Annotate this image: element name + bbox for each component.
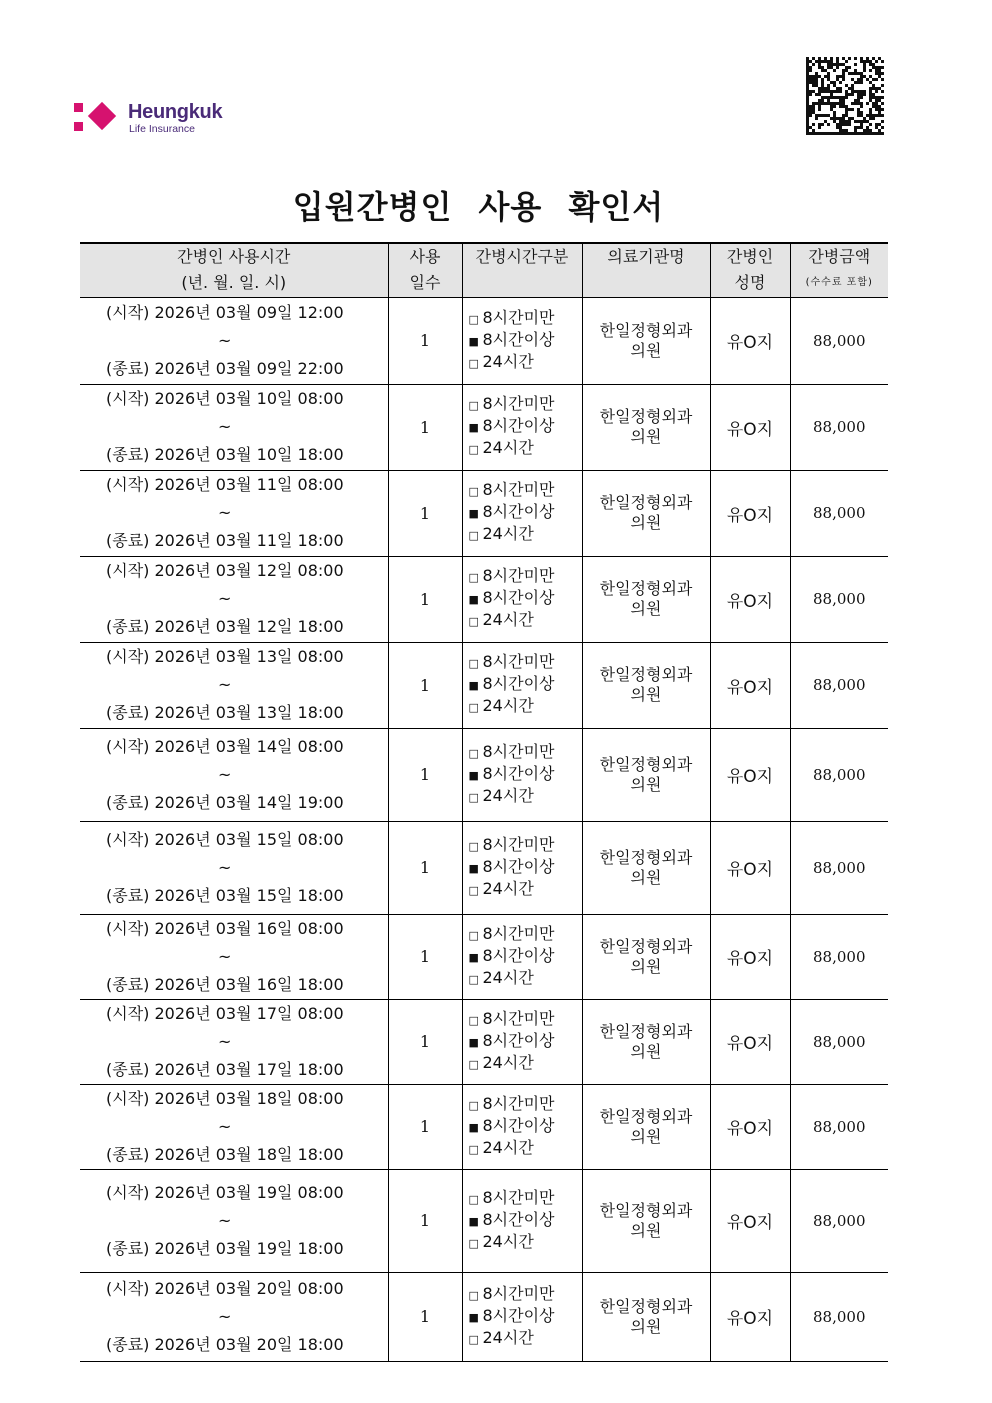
period-separator: ~ <box>218 675 232 694</box>
period-start: (시작) 2026년 03월 15일 08:00 <box>106 829 344 849</box>
fee-cell: 88,000 <box>790 470 888 556</box>
table-row <box>80 297 888 384</box>
period-end: (종료) 2026년 03월 18일 18:00 <box>106 1144 344 1164</box>
period-separator: ~ <box>218 946 232 966</box>
table-row <box>80 1272 888 1361</box>
period-start: (시작) 2026년 03월 13일 08:00 <box>106 647 344 666</box>
period-separator: ~ <box>218 330 232 350</box>
time-type-label: 8시간미만 <box>482 307 555 327</box>
time-type-option <box>469 1053 582 1075</box>
usage-period-cell <box>80 914 388 999</box>
hospital-name-line1: 한일정형외과 <box>599 1200 693 1220</box>
company-logo <box>74 103 234 137</box>
time-type-option <box>469 968 582 990</box>
caregiver-name-cell: 유O지 <box>710 297 790 384</box>
time-type-option <box>469 946 582 968</box>
time-type-label: 8시간미만 <box>482 566 555 585</box>
time-type-label: 8시간미만 <box>482 1093 555 1113</box>
table-row <box>80 1084 888 1169</box>
checked-box-icon: ■ <box>468 421 479 434</box>
time-type-label: 24시간 <box>482 351 534 371</box>
time-type-label: 8시간이상 <box>482 1305 555 1325</box>
period-start: (시작) 2026년 03월 19일 08:00 <box>106 1182 344 1202</box>
checked-box-icon: ■ <box>468 334 479 348</box>
time-type-option <box>469 696 582 718</box>
time-type-option <box>469 610 582 632</box>
time-type-option <box>469 416 582 438</box>
period-end: (종료) 2026년 03월 12일 18:00 <box>106 617 344 636</box>
checked-box-icon: ■ <box>468 1035 479 1049</box>
time-type-label: 24시간 <box>482 878 534 898</box>
fee-cell: 88,000 <box>790 556 888 642</box>
time-type-label: 8시간미만 <box>482 834 555 854</box>
caregiver-name-cell: 유O지 <box>710 384 790 470</box>
usage-period-cell <box>80 821 388 914</box>
header-caregiver-line2: 성명 <box>734 273 766 293</box>
fee-cell: 88,000 <box>790 999 888 1084</box>
logo-name: Heungkuk <box>128 101 223 123</box>
unchecked-box-icon: □ <box>468 1142 479 1156</box>
period-start: (시작) 2026년 03월 18일 08:00 <box>106 1088 344 1108</box>
caregiver-name-cell: 유O지 <box>710 821 790 914</box>
time-type-label: 8시간이상 <box>482 856 555 876</box>
time-type-cell <box>462 470 582 556</box>
time-type-label: 24시간 <box>482 1052 534 1072</box>
table-row <box>80 384 888 470</box>
fee-cell: 88,000 <box>790 1084 888 1169</box>
document-title: 입원간병인 사용 확인서 <box>292 188 665 226</box>
datamatrix-cells <box>806 57 884 135</box>
period-end: (종료) 2026년 03월 20일 18:00 <box>106 1334 344 1354</box>
unchecked-box-icon: □ <box>468 1332 479 1346</box>
caregiver-name-cell: 유O지 <box>710 914 790 999</box>
unchecked-box-icon: □ <box>468 443 479 456</box>
hospital-name-line1: 한일정형외과 <box>599 407 693 426</box>
days-cell: 1 <box>388 999 462 1084</box>
period-start: (시작) 2026년 03월 20일 08:00 <box>106 1278 344 1298</box>
hospital-name-line2: 의원 <box>630 1316 662 1336</box>
hospital-cell <box>582 1084 710 1169</box>
checked-box-icon: ■ <box>468 1310 479 1324</box>
caregiver-name-cell: 유O지 <box>710 1272 790 1361</box>
header-type <box>462 243 582 297</box>
hospital-name-line1: 한일정형외과 <box>599 1296 693 1316</box>
period-separator: ~ <box>218 1116 232 1136</box>
unchecked-box-icon: □ <box>468 701 479 714</box>
hospital-cell <box>582 642 710 728</box>
time-type-cell <box>462 1169 582 1272</box>
header-hospital <box>582 243 710 297</box>
time-type-option <box>469 352 582 374</box>
time-type-option <box>469 480 582 502</box>
unchecked-box-icon: □ <box>468 1013 479 1027</box>
hospital-cell <box>582 556 710 642</box>
unchecked-box-icon: □ <box>468 615 479 628</box>
unchecked-box-icon: □ <box>468 883 479 897</box>
time-type-cell <box>462 821 582 914</box>
checked-box-icon: ■ <box>468 861 479 875</box>
period-end: (종료) 2026년 03월 10일 18:00 <box>106 445 344 464</box>
hospital-name-line2: 의원 <box>630 685 662 704</box>
time-type-option <box>469 1232 582 1254</box>
time-type-label: 8시간이상 <box>482 1115 555 1135</box>
checked-box-icon: ■ <box>468 768 479 782</box>
period-end: (종료) 2026년 03월 17일 18:00 <box>106 1059 344 1079</box>
unchecked-box-icon: □ <box>468 312 479 326</box>
period-separator: ~ <box>218 589 232 608</box>
time-type-label: 8시간미만 <box>482 741 555 761</box>
header-fee-line2: (수수료 포함) <box>805 277 873 289</box>
table-row <box>80 1169 888 1272</box>
hospital-name-line1: 한일정형외과 <box>599 754 693 774</box>
period-start: (시작) 2026년 03월 09일 12:00 <box>106 302 344 322</box>
header-days <box>388 243 462 297</box>
time-type-option <box>469 588 582 610</box>
fee-cell: 88,000 <box>790 384 888 470</box>
fee-cell: 88,000 <box>790 642 888 728</box>
unchecked-box-icon: □ <box>468 1192 479 1206</box>
time-type-option <box>469 566 582 588</box>
time-type-label: 8시간이상 <box>482 763 555 783</box>
unchecked-box-icon: □ <box>468 399 479 412</box>
hospital-name-line1: 한일정형외과 <box>599 1106 693 1126</box>
fee-cell: 88,000 <box>790 728 888 821</box>
time-type-cell <box>462 728 582 821</box>
header-type-label: 간병시간구분 <box>475 247 569 267</box>
hospital-cell <box>582 914 710 999</box>
days-cell: 1 <box>388 821 462 914</box>
hospital-name-line2: 의원 <box>630 1041 662 1061</box>
time-type-cell <box>462 1084 582 1169</box>
header-caregiver <box>710 243 790 297</box>
period-end: (종료) 2026년 03월 16일 18:00 <box>106 974 344 994</box>
unchecked-box-icon: □ <box>468 485 479 498</box>
hospital-name-line1: 한일정형외과 <box>599 579 693 598</box>
hospital-name-line2: 의원 <box>630 513 662 532</box>
table-row <box>80 642 888 728</box>
days-cell: 1 <box>388 914 462 999</box>
period-separator: ~ <box>218 764 232 784</box>
usage-period-cell <box>80 297 388 384</box>
hospital-name-line1: 한일정형외과 <box>599 665 693 684</box>
unchecked-box-icon: □ <box>468 839 479 853</box>
hospital-name-line2: 의원 <box>630 956 662 976</box>
hospital-name-line2: 의원 <box>630 867 662 887</box>
time-type-label: 8시간미만 <box>482 394 555 413</box>
time-type-option <box>469 1306 582 1328</box>
time-type-label: 8시간미만 <box>482 1187 555 1207</box>
time-type-label: 8시간이상 <box>482 329 555 349</box>
period-start: (시작) 2026년 03월 12일 08:00 <box>106 561 344 580</box>
table-row <box>80 728 888 821</box>
usage-period-cell <box>80 999 388 1084</box>
header-fee-line1: 간병금액 <box>808 247 871 267</box>
days-cell: 1 <box>388 728 462 821</box>
days-cell: 1 <box>388 1272 462 1361</box>
fee-cell: 88,000 <box>790 821 888 914</box>
period-separator: ~ <box>218 857 232 877</box>
time-type-label: 8시간이상 <box>482 1030 555 1050</box>
table-row <box>80 556 888 642</box>
days-cell: 1 <box>388 556 462 642</box>
checked-box-icon: ■ <box>468 950 479 964</box>
header-period-line1: 간병인 사용시간 <box>177 247 291 267</box>
fee-cell: 88,000 <box>790 1169 888 1272</box>
period-separator: ~ <box>218 1306 232 1326</box>
time-type-label: 8시간이상 <box>482 674 555 693</box>
hospital-cell <box>582 470 710 556</box>
time-type-option <box>469 1188 582 1210</box>
period-end: (종료) 2026년 03월 15일 18:00 <box>106 885 344 905</box>
period-end: (종료) 2026년 03월 11일 18:00 <box>106 531 344 550</box>
time-type-label: 8시간미만 <box>482 1283 555 1303</box>
time-type-label: 8시간이상 <box>482 945 555 965</box>
hospital-name-line2: 의원 <box>630 774 662 794</box>
fee-cell: 88,000 <box>790 914 888 999</box>
time-type-label: 24시간 <box>482 524 534 543</box>
time-type-label: 8시간미만 <box>482 480 555 499</box>
time-type-label: 8시간이상 <box>482 502 555 521</box>
time-type-option <box>469 652 582 674</box>
period-separator: ~ <box>218 503 232 522</box>
checked-box-icon: ■ <box>468 679 479 692</box>
table-row <box>80 999 888 1084</box>
header-caregiver-line1: 간병인 <box>726 247 774 267</box>
time-type-option <box>469 502 582 524</box>
time-type-option <box>469 786 582 808</box>
caregiver-name-cell: 유O지 <box>710 470 790 556</box>
caregiver-name-cell: 유O지 <box>710 999 790 1084</box>
unchecked-box-icon: □ <box>468 529 479 542</box>
time-type-label: 24시간 <box>482 1137 534 1157</box>
caregiver-usage-table <box>80 242 888 1362</box>
usage-period-cell <box>80 556 388 642</box>
hospital-name-line1: 한일정형외과 <box>599 936 693 956</box>
table-row <box>80 821 888 914</box>
time-type-option <box>469 330 582 352</box>
time-type-option <box>469 1009 582 1031</box>
time-type-option <box>469 879 582 901</box>
time-type-label: 8시간미만 <box>482 652 555 671</box>
unchecked-box-icon: □ <box>468 1288 479 1302</box>
days-cell: 1 <box>388 384 462 470</box>
time-type-option <box>469 857 582 879</box>
period-separator: ~ <box>218 1031 232 1051</box>
time-type-option <box>469 674 582 696</box>
hospital-cell <box>582 1272 710 1361</box>
period-start: (시작) 2026년 03월 17일 08:00 <box>106 1003 344 1023</box>
time-type-option <box>469 924 582 946</box>
time-type-cell <box>462 297 582 384</box>
hospital-name-line2: 의원 <box>630 1126 662 1146</box>
hospital-name-line1: 한일정형외과 <box>599 493 693 512</box>
time-type-option <box>469 308 582 330</box>
logo-subtitle: Life Insurance <box>129 123 195 135</box>
time-type-cell <box>462 1272 582 1361</box>
checked-box-icon: ■ <box>468 507 479 520</box>
caregiver-name-cell: 유O지 <box>710 1084 790 1169</box>
period-end: (종료) 2026년 03월 14일 19:00 <box>106 792 344 812</box>
days-cell: 1 <box>388 470 462 556</box>
usage-period-cell <box>80 1272 388 1361</box>
unchecked-box-icon: □ <box>468 1098 479 1112</box>
time-type-option <box>469 1328 582 1350</box>
time-type-cell <box>462 642 582 728</box>
time-type-label: 24시간 <box>482 1327 534 1347</box>
time-type-label: 24시간 <box>482 1231 534 1251</box>
time-type-label: 24시간 <box>482 610 534 629</box>
hospital-name-line2: 의원 <box>630 340 662 360</box>
checked-box-icon: ■ <box>468 593 479 606</box>
logo-mark-square-bottom <box>74 122 83 131</box>
hospital-cell <box>582 1169 710 1272</box>
caregiver-name-cell: 유O지 <box>710 642 790 728</box>
hospital-name-line2: 의원 <box>630 1220 662 1240</box>
hospital-name-line2: 의원 <box>630 427 662 446</box>
time-type-label: 24시간 <box>482 696 534 715</box>
usage-period-cell <box>80 728 388 821</box>
logo-mark-diamond <box>88 102 116 130</box>
usage-period-cell <box>80 384 388 470</box>
fee-cell: 88,000 <box>790 1272 888 1361</box>
time-type-option <box>469 1138 582 1160</box>
time-type-label: 8시간이상 <box>482 1209 555 1229</box>
header-period <box>80 243 388 297</box>
hospital-cell <box>582 297 710 384</box>
logo-mark-square-top <box>74 103 83 112</box>
time-type-cell <box>462 556 582 642</box>
days-cell: 1 <box>388 1084 462 1169</box>
days-cell: 1 <box>388 297 462 384</box>
hospital-cell <box>582 384 710 470</box>
header-days-line2: 일수 <box>409 273 441 293</box>
time-type-label: 8시간미만 <box>482 923 555 943</box>
header-fee <box>790 243 888 297</box>
datamatrix-code <box>806 57 884 135</box>
hospital-name-line1: 한일정형외과 <box>599 1021 693 1041</box>
time-type-option <box>469 524 582 546</box>
hospital-name-line2: 의원 <box>630 599 662 618</box>
table-row <box>80 914 888 999</box>
time-type-option <box>469 1031 582 1053</box>
hospital-cell <box>582 821 710 914</box>
time-type-option <box>469 835 582 857</box>
time-type-option <box>469 764 582 786</box>
time-type-label: 24시간 <box>482 785 534 805</box>
usage-period-cell <box>80 470 388 556</box>
header-hospital-label: 의료기관명 <box>607 247 685 267</box>
table-header-row <box>80 243 888 297</box>
period-separator: ~ <box>218 1210 232 1230</box>
time-type-option <box>469 438 582 460</box>
period-end: (종료) 2026년 03월 09일 22:00 <box>106 358 344 378</box>
time-type-option <box>469 1210 582 1232</box>
usage-period-cell <box>80 642 388 728</box>
period-start: (시작) 2026년 03월 16일 08:00 <box>106 918 344 938</box>
checked-box-icon: ■ <box>468 1214 479 1228</box>
caregiver-name-cell: 유O지 <box>710 728 790 821</box>
hospital-cell <box>582 999 710 1084</box>
time-type-label: 8시간이상 <box>482 416 555 435</box>
unchecked-box-icon: □ <box>468 657 479 670</box>
time-type-option <box>469 742 582 764</box>
caregiver-name-cell: 유O지 <box>710 1169 790 1272</box>
header-days-line1: 사용 <box>409 247 441 267</box>
unchecked-box-icon: □ <box>468 1236 479 1250</box>
time-type-label: 24시간 <box>482 967 534 987</box>
period-end: (종료) 2026년 03월 19일 18:00 <box>106 1238 344 1258</box>
period-start: (시작) 2026년 03월 11일 08:00 <box>106 475 344 494</box>
time-type-label: 24시간 <box>482 438 534 457</box>
hospital-cell <box>582 728 710 821</box>
time-type-label: 8시간미만 <box>482 1008 555 1028</box>
time-type-option <box>469 1094 582 1116</box>
unchecked-box-icon: □ <box>468 746 479 760</box>
unchecked-box-icon: □ <box>468 972 479 986</box>
usage-period-cell <box>80 1084 388 1169</box>
header-period-line2: (년. 월. 일. 시) <box>181 273 287 293</box>
time-type-label: 8시간이상 <box>482 588 555 607</box>
period-start: (시작) 2026년 03월 14일 08:00 <box>106 736 344 756</box>
unchecked-box-icon: □ <box>468 928 479 942</box>
time-type-cell <box>462 384 582 470</box>
time-type-cell <box>462 914 582 999</box>
time-type-option <box>469 1284 582 1306</box>
unchecked-box-icon: □ <box>468 1057 479 1071</box>
hospital-name-line1: 한일정형외과 <box>599 847 693 867</box>
days-cell: 1 <box>388 642 462 728</box>
unchecked-box-icon: □ <box>468 356 479 370</box>
table-row <box>80 470 888 556</box>
checked-box-icon: ■ <box>468 1120 479 1134</box>
time-type-cell <box>462 999 582 1084</box>
time-type-option <box>469 394 582 416</box>
caregiver-name-cell: 유O지 <box>710 556 790 642</box>
usage-period-cell <box>80 1169 388 1272</box>
period-start: (시작) 2026년 03월 10일 08:00 <box>106 389 344 408</box>
hospital-name-line1: 한일정형외과 <box>599 320 693 340</box>
unchecked-box-icon: □ <box>468 790 479 804</box>
period-end: (종료) 2026년 03월 13일 18:00 <box>106 703 344 722</box>
days-cell: 1 <box>388 1169 462 1272</box>
time-type-option <box>469 1116 582 1138</box>
period-separator: ~ <box>218 417 232 436</box>
unchecked-box-icon: □ <box>468 571 479 584</box>
fee-cell: 88,000 <box>790 297 888 384</box>
